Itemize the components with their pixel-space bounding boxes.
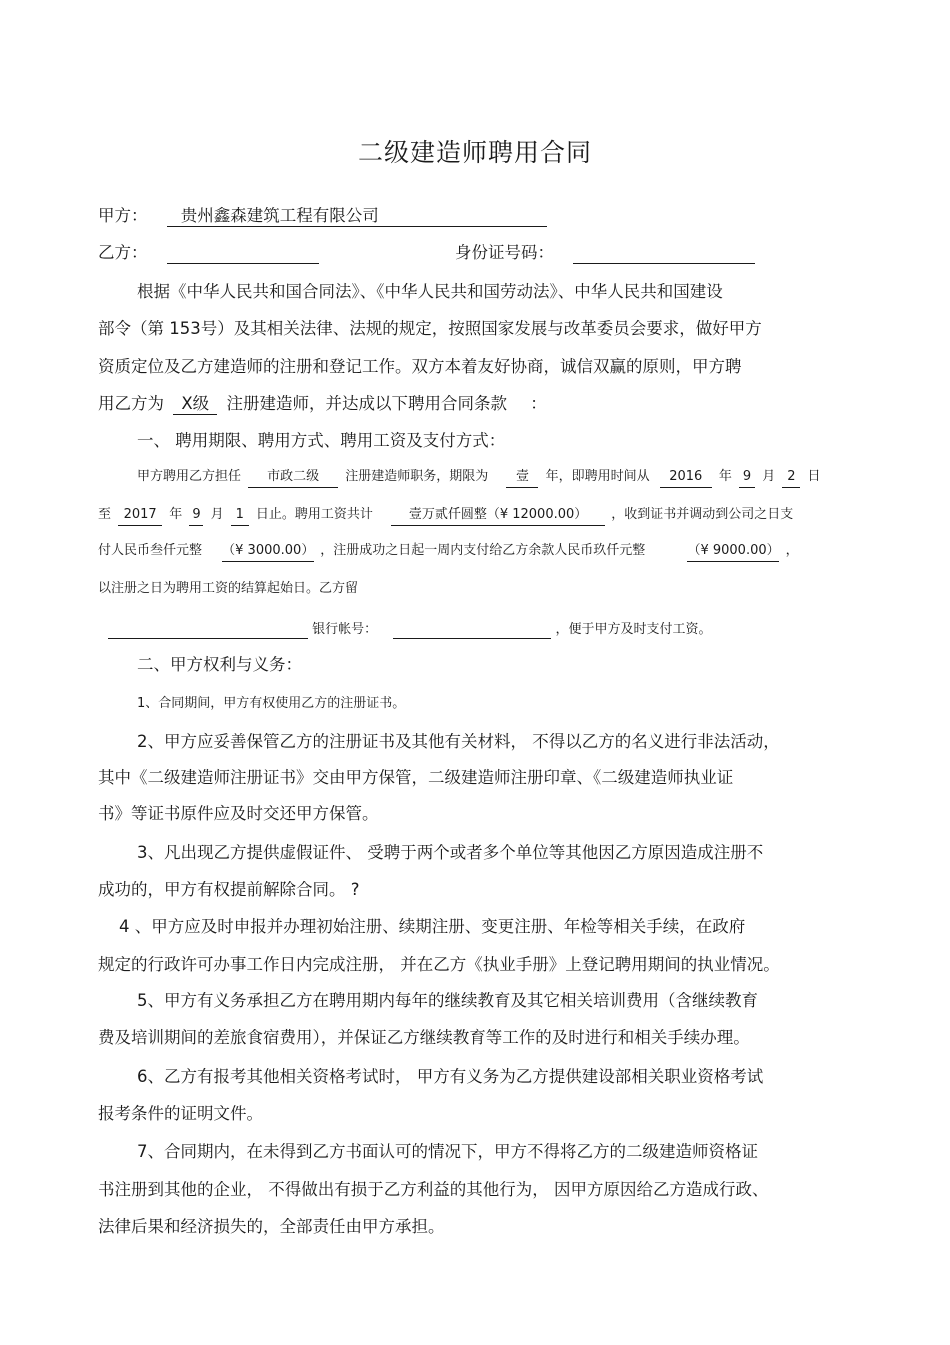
section-2-item-6-line-2: 报考条件的证明文件。 xyxy=(98,1104,263,1123)
section-1-heading: 一、 聘用期限、聘用方式、聘用工资及支付方式： xyxy=(137,431,506,450)
section-2-item-3-line-1: 3、凡出现乙方提供虚假证件、 受聘于两个或者多个单位等其他因乙方原因造成注册不 xyxy=(137,843,764,862)
salary-text: 日止。聘用工资共计 xyxy=(255,507,373,522)
start-month-char: 月 xyxy=(762,469,776,484)
intro-line-4-start: 用乙方为 xyxy=(98,394,164,413)
term-text-b: 注册建造师职务，期限为 xyxy=(345,469,489,484)
intro-line-2: 部令（第 153号）及其相关法律、法规的规定，按照国家发展与改革委员会要求，做好甲方 xyxy=(98,319,762,338)
bank-row xyxy=(108,621,711,639)
section-2-item-3-line-2: 成功的，甲方有权提前解除合同。 ? xyxy=(98,880,360,899)
until-text: 至 xyxy=(98,507,112,522)
position-value: 市政二级 xyxy=(248,468,338,488)
party-b-label: 乙方： xyxy=(98,243,148,262)
engineer-level: X级 xyxy=(173,395,217,415)
payment-row xyxy=(98,542,799,562)
section-2-item-5-line-2: 费及培训期间的差旅食宿费用），并保证乙方继续教育等工作的及时进行和相关手续办理。 xyxy=(98,1028,750,1047)
bank-account-blank xyxy=(393,624,551,639)
section-2-item-1: 1、合同期间，甲方有权使用乙方的注册证书。 xyxy=(137,696,406,711)
end-date-row xyxy=(98,506,793,526)
section-2-item-7-line-1: 7、合同期内，在未得到乙方书面认可的情况下，甲方不得将乙方的二级建造师资格证 xyxy=(137,1142,758,1161)
party-a-label: 甲方： xyxy=(98,206,148,225)
party-b-name-blank xyxy=(167,245,319,264)
end-year-char: 年 xyxy=(169,507,183,522)
intro-line-1: 根据《中华人民共和国合同法》、《中华人民共和国劳动法》、中华人民共和国建设 xyxy=(137,282,723,301)
start-day: 2 xyxy=(782,468,800,488)
end-day: 1 xyxy=(231,506,249,526)
term-row xyxy=(137,468,821,488)
section-2-item-4-line-2: 规定的行政许可办事工作日内完成注册， 并在乙方《执业手册》上登记聘用期间的执业情况。 xyxy=(98,955,780,974)
section-2-item-4-line-1: 4 、甲方应及时申报并办理初始注册、续期注册、变更注册、年检等相关手续，在政府 xyxy=(119,917,746,936)
section-2-item-2-line-3: 书》等证书原件应及时交还甲方保管。 xyxy=(98,804,379,823)
settlement-text: 以注册之日为聘用工资的结算起始日。乙方留 xyxy=(98,581,359,596)
section-2-item-2-line-2: 其中《二级建造师注册证书》交由甲方保管，二级建造师注册印章、《二级建造师执业证 xyxy=(98,768,734,787)
bank-row-end: ，便于甲方及时支付工资。 xyxy=(555,622,712,637)
id-number-blank xyxy=(573,245,755,264)
bank-account-label: 银行帐号： xyxy=(312,622,378,637)
term-text-a: 甲方聘用乙方担任 xyxy=(137,469,242,484)
intro-line-4-end: 注册建造师，并达成以下聘用合同条款 xyxy=(226,394,507,413)
section-2-item-7-line-2: 书注册到其他的企业， 不得做出有损于乙方利益的其他行为， 因甲方原因给乙方造成行政、 xyxy=(98,1180,769,1199)
end-month: 9 xyxy=(189,506,203,526)
intro-line-4 xyxy=(98,393,547,415)
section-2-heading: 二、甲方权利与义务： xyxy=(137,655,302,674)
term-years: 壹 xyxy=(506,468,538,488)
term-text-c: 年，即聘用时间从 xyxy=(545,469,650,484)
balance-text: ，注册成功之日起一周内支付给乙方余款人民币玖仟元整 xyxy=(320,543,646,558)
balance-comma: ， xyxy=(785,543,799,558)
start-day-char: 日 xyxy=(807,469,821,484)
party-b-row xyxy=(98,242,319,264)
section-2-item-6-line-1: 6、乙方有报考其他相关资格考试时， 甲方有义务为乙方提供建设部相关职业资格考试 xyxy=(137,1067,764,1086)
section-2-item-5-line-1: 5、甲方有义务承担乙方在聘用期内每年的继续教育及其它相关培训费用（含继续教育 xyxy=(137,991,758,1010)
balance-amount: （¥ 9000.00） xyxy=(687,542,779,562)
id-number-label: 身份证号码： xyxy=(455,243,554,262)
party-a-name: 贵州鑫森建筑工程有限公司 xyxy=(167,207,547,227)
party-a-row xyxy=(98,205,547,227)
end-year: 2017 xyxy=(118,506,162,526)
section-2-item-7-line-3: 法律后果和经济损失的，全部责任由甲方承担。 xyxy=(98,1217,445,1236)
section-2-item-2-line-1: 2、甲方应妥善保管乙方的注册证书及其他有关材料， 不得以乙方的名义进行非法活动， xyxy=(137,732,780,751)
intro-line-3: 资质定位及乙方建造师的注册和登记工作。双方本着友好协商，诚信双赢的原则，甲方聘 xyxy=(98,357,742,376)
start-year: 2016 xyxy=(660,468,712,488)
salary-total: 壹万贰仟圆整（¥ 12000.00） xyxy=(391,506,605,526)
start-year-char: 年 xyxy=(718,469,732,484)
party-b-id-row xyxy=(455,242,755,264)
document-title: 二级建造师聘用合同 xyxy=(357,138,592,167)
intro-colon: ： xyxy=(530,394,547,413)
account-holder-blank xyxy=(108,624,308,639)
first-payment-amount: （¥ 3000.00） xyxy=(222,542,314,562)
end-month-char: 月 xyxy=(210,507,224,522)
first-payment-text: 付人民币叁仟元整 xyxy=(98,543,203,558)
start-month: 9 xyxy=(739,468,755,488)
salary-text-end: ，收到证书并调动到公司之日支 xyxy=(611,507,794,522)
